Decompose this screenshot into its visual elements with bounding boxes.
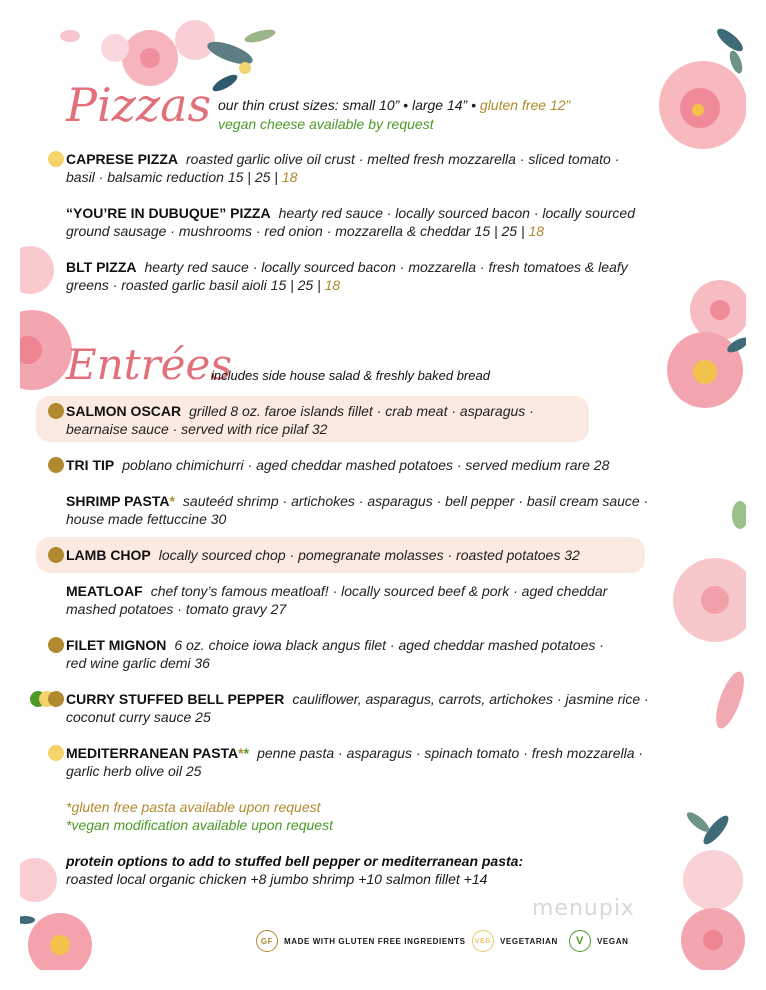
entree-mediterranean-name: MEDITERRANEAN PASTA** <box>66 745 250 761</box>
entree-filet-line2: red wine garlic demi 36 <box>66 655 210 671</box>
pizza-blt-line2: greens · roasted garlic basil aioli 15 | 25 | 18 <box>66 277 341 293</box>
floral-right-lower <box>670 500 746 740</box>
pizza-caprese-line1: CAPRESE PIZZA roasted garlic olive oil crust · melted fresh mozzarella · sliced tomato · <box>66 151 620 167</box>
entree-filet-name: FILET MIGNON <box>66 637 167 653</box>
gf-badge-icon: GF <box>256 930 278 952</box>
entree-lamb-line1: LAMB CHOP locally sourced chop · pomegranate molasses · roasted potatoes 32 <box>66 547 580 563</box>
legend-vegan-label: VEGAN <box>597 936 629 946</box>
entree-mediterranean-line1: MEDITERRANEAN PASTA** penne pasta · asparagus · spinach tomato · fresh mozzarella · <box>66 745 644 761</box>
legend-vegan <box>569 930 628 952</box>
vegan-badge-icon: V <box>569 930 591 952</box>
gf-dot-lamb <box>48 547 64 563</box>
gf-price: 18 <box>281 169 298 185</box>
entree-tri-tip-line1: TRI TIP poblano chimichurri · aged cheddar mashed potatoes · served medium rare 28 <box>66 457 610 473</box>
gf-pasta-marker: * <box>238 745 244 761</box>
pizza-caprese-name: CAPRESE PIZZA <box>66 151 179 167</box>
pizzas-heading: Pizzas <box>66 78 212 132</box>
pizza-dubuque-line1: “YOU’RE IN DUBUQUE” PIZZA hearty red sauce · locally sourced bacon · locally sourced <box>66 205 635 221</box>
entree-curry-line1: CURRY STUFFED BELL PEPPER cauliflower, asparagus, carrots, artichokes · jasmine rice · <box>66 691 649 707</box>
entree-mediterranean-line2: garlic herb olive oil 25 <box>66 763 202 779</box>
vegan-cheese-note: vegan cheese available by request <box>218 116 434 132</box>
gf-dot-salmon <box>48 403 64 419</box>
entree-salmon-line2: bearnaise sauce · served with rice pilaf 32 <box>66 421 328 437</box>
pizza-sizes <box>218 97 570 113</box>
pizza-dubuque-name: “YOU’RE IN DUBUQUE” PIZZA <box>66 205 271 221</box>
entree-meatloaf-name: MEATLOAF <box>66 583 143 599</box>
entrees-note: includes side house salad & freshly baked bread <box>211 368 490 383</box>
footnote-vegan: *vegan modification available upon request <box>66 817 333 833</box>
gf-dot-curry <box>48 691 64 707</box>
veg-dot-caprese <box>48 151 64 167</box>
gf-price: 18 <box>528 223 545 239</box>
footnote-gluten-free: *gluten free pasta available upon request <box>66 799 321 815</box>
entree-salmon-line1: SALMON OSCAR grilled 8 oz. faroe islands fillet · crab meat · asparagus · <box>66 403 534 419</box>
gf-dot-filet <box>48 637 64 653</box>
watermark: menupix <box>532 896 635 921</box>
entree-shrimp-line1: SHRIMP PASTA* sauteéd shrimp · artichokes · asparagus · bell pepper · basil cream sauce · <box>66 493 649 509</box>
entree-tri-tip-name: TRI TIP <box>66 457 115 473</box>
gf-pasta-marker: * <box>169 493 175 509</box>
entree-shrimp-line2: house made fettuccine 30 <box>66 511 227 527</box>
entree-curry-line2: coconut curry sauce 25 <box>66 709 211 725</box>
floral-top-right <box>648 20 746 160</box>
pizza-blt-name: BLT PIZZA <box>66 259 137 275</box>
veg-badge-icon: VEG <box>472 930 494 952</box>
entree-curry-name: CURRY STUFFED BELL PEPPER <box>66 691 285 707</box>
entree-meatloaf-line1: MEATLOAF chef tony’s famous meatloaf! · locally sourced beef & pork · aged cheddar <box>66 583 608 599</box>
legend-veg-label: VEGETARIAN <box>500 936 558 946</box>
gf-dot-tri-tip <box>48 457 64 473</box>
entree-meatloaf-line2: mashed potatoes · tomato gravy 27 <box>66 601 287 617</box>
veg-dot-mediterranean <box>48 745 64 761</box>
pizza-blt-line1: BLT PIZZA hearty red sauce · locally sourced bacon · mozzarella · fresh tomatoes & leafy <box>66 259 628 275</box>
entree-lamb-name: LAMB CHOP <box>66 547 151 563</box>
vegan-mod-marker: * <box>243 745 250 761</box>
legend-vegetarian <box>472 930 558 952</box>
floral-bottom-right <box>668 800 746 970</box>
protein-options: roasted local organic chicken +8 jumbo shrimp +10 salmon fillet +14 <box>66 871 488 887</box>
entree-filet-line1: FILET MIGNON 6 oz. choice iowa black angus filet · aged cheddar mashed potatoes · <box>66 637 604 653</box>
floral-right-middle <box>660 270 746 410</box>
pizza-sizes-text: our thin crust sizes: small 10” • large 14” • <box>218 97 477 113</box>
pizza-caprese-line2: basil · balsamic reduction 15 | 25 | 18 <box>66 169 298 185</box>
entree-salmon-name: SALMON OSCAR <box>66 403 182 419</box>
legend-gluten-free <box>256 930 466 952</box>
protein-heading: protein options to add to stuffed bell pepper or mediterranean pasta: <box>66 853 524 869</box>
entree-shrimp-name: SHRIMP PASTA* <box>66 493 175 509</box>
legend-gf-label: MADE WITH GLUTEN FREE INGREDIENTS <box>284 936 466 946</box>
gluten-free-size: gluten free 12” <box>479 97 571 113</box>
gf-price: 18 <box>324 277 341 293</box>
entrees-heading: Entrées <box>66 340 232 389</box>
pizza-dubuque-line2: ground sausage · mushrooms · red onion · mozzarella & cheddar 15 | 25 | 18 <box>66 223 545 239</box>
